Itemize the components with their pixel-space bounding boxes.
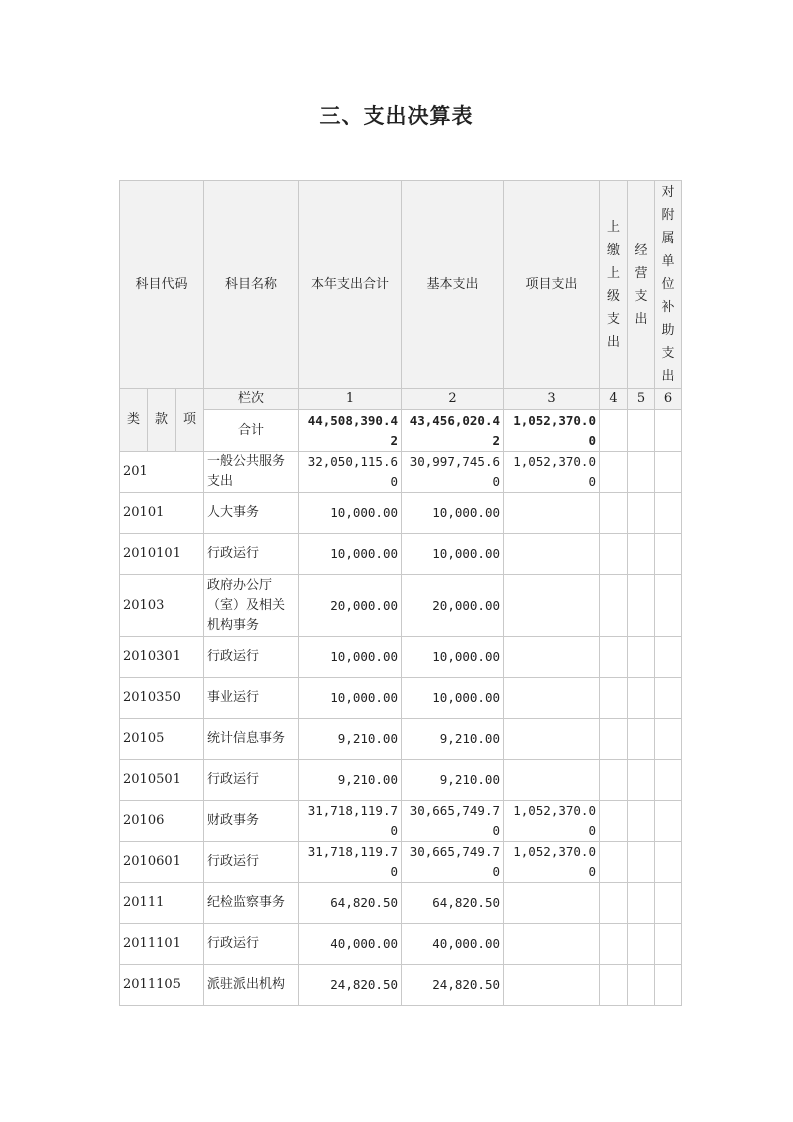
row-basic: 24,820.50 xyxy=(402,965,504,1006)
row-basic: 30,997,745.60 xyxy=(402,452,504,493)
table-row xyxy=(120,678,682,719)
row-subsidy xyxy=(655,637,682,678)
row-subsidy xyxy=(655,575,682,637)
row-code: 2011101 xyxy=(120,924,204,965)
total-label: 合计 xyxy=(204,410,299,452)
row-upper xyxy=(600,493,628,534)
row-upper xyxy=(600,719,628,760)
row-name: 行政运行 xyxy=(204,637,299,678)
header-business: 经营支出 xyxy=(628,181,655,389)
row-business xyxy=(628,801,655,842)
row-upper xyxy=(600,760,628,801)
header-xiang: 项 xyxy=(176,389,204,452)
row-total: 10,000.00 xyxy=(299,534,402,575)
total-project: 1,052,370.00 xyxy=(504,410,600,452)
header-kuan: 款 xyxy=(148,389,176,452)
row-subsidy xyxy=(655,452,682,493)
row-basic: 9,210.00 xyxy=(402,760,504,801)
row-project xyxy=(504,719,600,760)
header-row xyxy=(120,181,682,389)
col-index-6: 6 xyxy=(655,389,682,410)
row-total: 31,718,119.70 xyxy=(299,842,402,883)
row-total: 9,210.00 xyxy=(299,719,402,760)
row-basic: 40,000.00 xyxy=(402,924,504,965)
row-business xyxy=(628,678,655,719)
row-code: 20106 xyxy=(120,801,204,842)
row-project: 1,052,370.00 xyxy=(504,801,600,842)
row-upper xyxy=(600,801,628,842)
expenditure-table xyxy=(119,180,682,1006)
row-project: 1,052,370.00 xyxy=(504,842,600,883)
row-code: 2010501 xyxy=(120,760,204,801)
row-name: 派驻派出机构 xyxy=(204,965,299,1006)
total-upper xyxy=(600,410,628,452)
header-upper: 上缴上级支出 xyxy=(600,181,628,389)
row-subsidy xyxy=(655,719,682,760)
row-subsidy xyxy=(655,883,682,924)
header-basic: 基本支出 xyxy=(402,181,504,389)
total-basic: 43,456,020.42 xyxy=(402,410,504,452)
row-upper xyxy=(600,575,628,637)
row-name: 行政运行 xyxy=(204,534,299,575)
header-total: 本年支出合计 xyxy=(299,181,402,389)
row-business xyxy=(628,493,655,534)
header-project: 项目支出 xyxy=(504,181,600,389)
row-total: 31,718,119.70 xyxy=(299,801,402,842)
row-name: 财政事务 xyxy=(204,801,299,842)
row-name: 统计信息事务 xyxy=(204,719,299,760)
row-business xyxy=(628,883,655,924)
row-business xyxy=(628,719,655,760)
header-lanci: 栏次 xyxy=(204,389,299,410)
row-project xyxy=(504,534,600,575)
row-basic: 30,665,749.70 xyxy=(402,842,504,883)
row-upper xyxy=(600,965,628,1006)
row-total: 10,000.00 xyxy=(299,678,402,719)
row-upper xyxy=(600,452,628,493)
row-project xyxy=(504,637,600,678)
row-name: 行政运行 xyxy=(204,760,299,801)
row-subsidy xyxy=(655,842,682,883)
row-business xyxy=(628,534,655,575)
row-project xyxy=(504,575,600,637)
table-row xyxy=(120,637,682,678)
table-row xyxy=(120,719,682,760)
row-business xyxy=(628,575,655,637)
row-basic: 10,000.00 xyxy=(402,637,504,678)
row-project: 1,052,370.00 xyxy=(504,452,600,493)
row-code: 20105 xyxy=(120,719,204,760)
total-subsidy xyxy=(655,410,682,452)
row-total: 9,210.00 xyxy=(299,760,402,801)
col-index-5: 5 xyxy=(628,389,655,410)
row-project xyxy=(504,493,600,534)
column-index-row xyxy=(120,389,682,410)
row-project xyxy=(504,924,600,965)
row-code: 2010350 xyxy=(120,678,204,719)
row-upper xyxy=(600,637,628,678)
row-code: 2011105 xyxy=(120,965,204,1006)
row-business xyxy=(628,842,655,883)
table-row xyxy=(120,534,682,575)
row-code: 2010101 xyxy=(120,534,204,575)
row-upper xyxy=(600,678,628,719)
header-name: 科目名称 xyxy=(204,181,299,389)
row-total: 24,820.50 xyxy=(299,965,402,1006)
table-row xyxy=(120,924,682,965)
row-name: 人大事务 xyxy=(204,493,299,534)
total-business xyxy=(628,410,655,452)
row-total: 64,820.50 xyxy=(299,883,402,924)
row-total: 20,000.00 xyxy=(299,575,402,637)
total-row xyxy=(120,410,682,452)
row-business xyxy=(628,760,655,801)
row-basic: 30,665,749.70 xyxy=(402,801,504,842)
row-basic: 10,000.00 xyxy=(402,678,504,719)
row-business xyxy=(628,924,655,965)
row-business xyxy=(628,452,655,493)
row-project xyxy=(504,883,600,924)
header-lei: 类 xyxy=(120,389,148,452)
header-subsidy: 对附属单位补助支出 xyxy=(655,181,682,389)
row-subsidy xyxy=(655,760,682,801)
total-amount: 44,508,390.42 xyxy=(299,410,402,452)
row-upper xyxy=(600,842,628,883)
row-total: 32,050,115.60 xyxy=(299,452,402,493)
col-index-3: 3 xyxy=(504,389,600,410)
row-subsidy xyxy=(655,965,682,1006)
header-code: 科目代码 xyxy=(120,181,204,389)
row-basic: 20,000.00 xyxy=(402,575,504,637)
table-row xyxy=(120,575,682,637)
row-project xyxy=(504,965,600,1006)
row-subsidy xyxy=(655,801,682,842)
row-subsidy xyxy=(655,493,682,534)
row-business xyxy=(628,965,655,1006)
table-row xyxy=(120,801,682,842)
row-name: 纪检监察事务 xyxy=(204,883,299,924)
row-subsidy xyxy=(655,534,682,575)
row-name: 行政运行 xyxy=(204,842,299,883)
col-index-4: 4 xyxy=(600,389,628,410)
table-row xyxy=(120,883,682,924)
row-upper xyxy=(600,534,628,575)
row-subsidy xyxy=(655,678,682,719)
row-project xyxy=(504,760,600,801)
row-name: 一般公共服务支出 xyxy=(204,452,299,493)
row-code: 20103 xyxy=(120,575,204,637)
row-name: 政府办公厅（室）及相关机构事务 xyxy=(204,575,299,637)
col-index-1: 1 xyxy=(299,389,402,410)
row-basic: 64,820.50 xyxy=(402,883,504,924)
row-name: 事业运行 xyxy=(204,678,299,719)
row-total: 10,000.00 xyxy=(299,637,402,678)
table-row xyxy=(120,452,682,493)
row-basic: 10,000.00 xyxy=(402,534,504,575)
row-name: 行政运行 xyxy=(204,924,299,965)
row-code: 2010601 xyxy=(120,842,204,883)
table-row xyxy=(120,760,682,801)
row-upper xyxy=(600,883,628,924)
page-title: 三、支出决算表 xyxy=(319,104,474,128)
row-basic: 9,210.00 xyxy=(402,719,504,760)
row-upper xyxy=(600,924,628,965)
col-index-2: 2 xyxy=(402,389,504,410)
row-project xyxy=(504,678,600,719)
row-subsidy xyxy=(655,924,682,965)
table-row xyxy=(120,493,682,534)
row-code: 20101 xyxy=(120,493,204,534)
row-basic: 10,000.00 xyxy=(402,493,504,534)
row-business xyxy=(628,637,655,678)
row-total: 40,000.00 xyxy=(299,924,402,965)
row-code: 20111 xyxy=(120,883,204,924)
row-code: 201 xyxy=(120,452,204,493)
row-code: 2010301 xyxy=(120,637,204,678)
table-row xyxy=(120,965,682,1006)
row-total: 10,000.00 xyxy=(299,493,402,534)
table-row xyxy=(120,842,682,883)
